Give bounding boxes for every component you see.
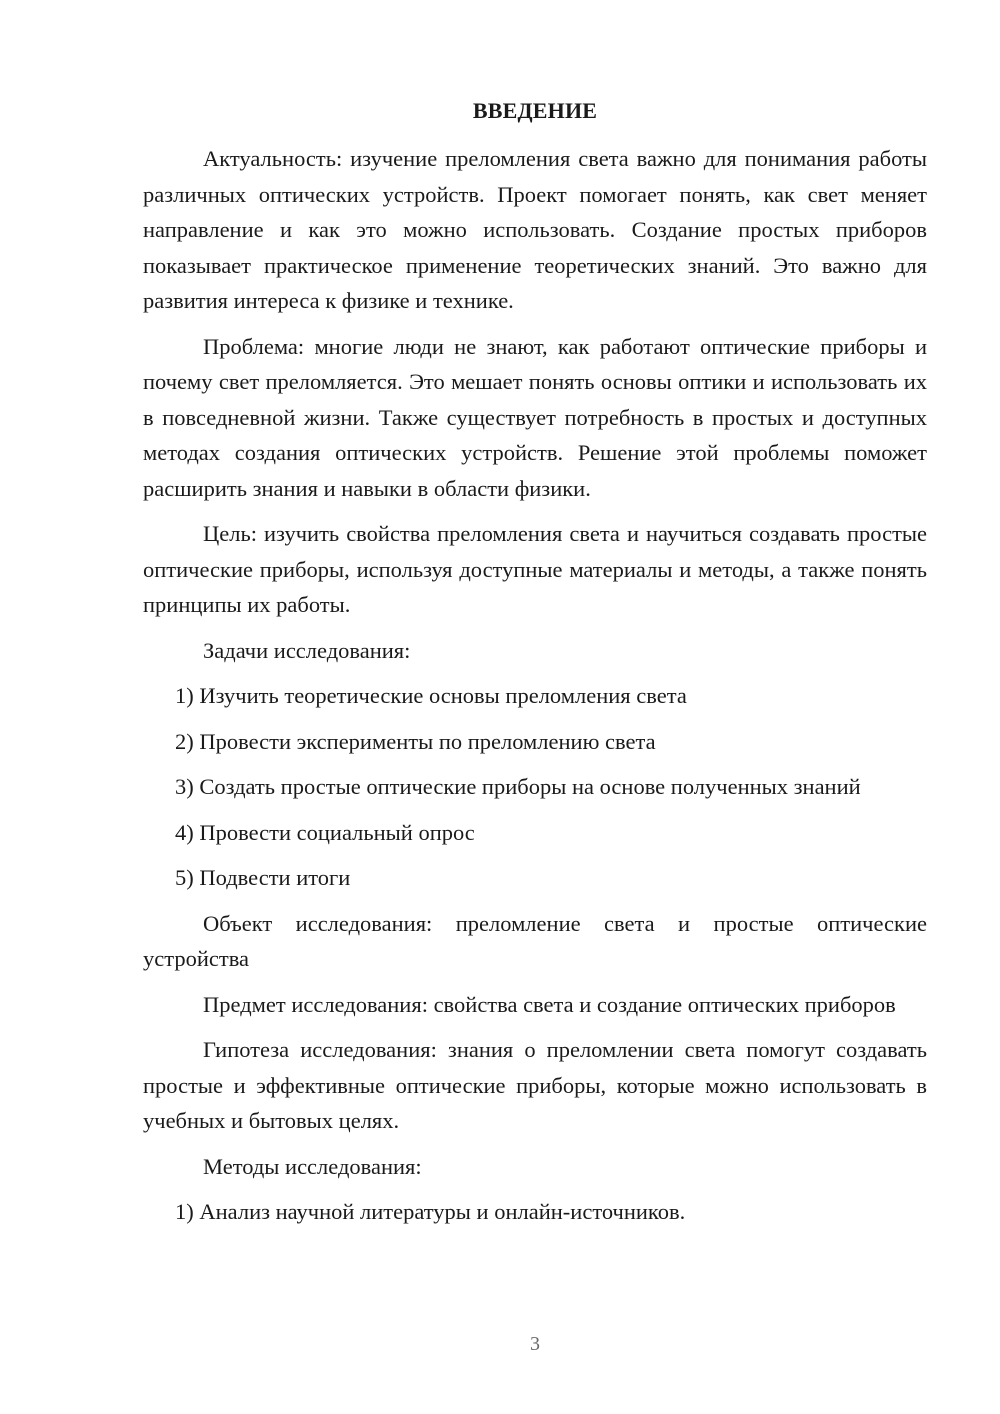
hypothesis-paragraph: Гипотеза исследования: знания о преломлении света помогут создавать простые и эффективные оптические приборы, которые можно использовать в учебных и бытовых целях. [143, 1037, 927, 1133]
tasks-heading: Задачи исследования: [203, 637, 411, 663]
page-number: 3 [530, 1333, 540, 1355]
task-item: 3) Создать простые оптические приборы на основе полученных знаний [175, 774, 861, 799]
methods-heading: Методы исследования: [203, 1153, 422, 1179]
task-item: 2) Провести эксперименты по преломлению света [175, 728, 656, 754]
task-item: 4) Провести социальный опрос [175, 819, 475, 845]
document-page [143, 0, 927, 1414]
problem-paragraph: Проблема: многие люди не знают, как работают оптические приборы и почему свет преломляется. Это мешает понять основы оптики и использовать их в повседневной жизни. Также существует потребность в простых и доступных методах создания оптических устройств. Решение этой проблемы поможет расширить знания и навыки в области физики. [143, 333, 927, 501]
task-item: 1) Изучить теоретические основы преломления света [175, 683, 687, 708]
page-title: ВВЕДЕНИЕ [472, 98, 598, 123]
goal-paragraph: Цель: изучить свойства преломления света и научиться создавать простые оптические приборы, используя доступные материалы и методы, а также понять принципы их работы. [143, 521, 927, 617]
subject-paragraph: Предмет исследования: свойства света и создание оптических приборов [203, 991, 896, 1017]
method-item: 1) Анализ научной литературы и онлайн-источников. [175, 1199, 686, 1224]
document-body [143, 141, 927, 1240]
object-paragraph: Объект исследования: преломление света и простые оптические устройства [143, 910, 927, 971]
task-item: 5) Подвести итоги [175, 865, 351, 890]
relevance-paragraph: Актуальность: изучение преломления света важно для понимания работы различных оптических устройств. Проект помогает понять, как свет меняет направление и как это можно использовать. Создание простых приборов показывает практическое применение теоретических знаний. Это важно для развития интереса к физике и технике. [143, 146, 927, 313]
